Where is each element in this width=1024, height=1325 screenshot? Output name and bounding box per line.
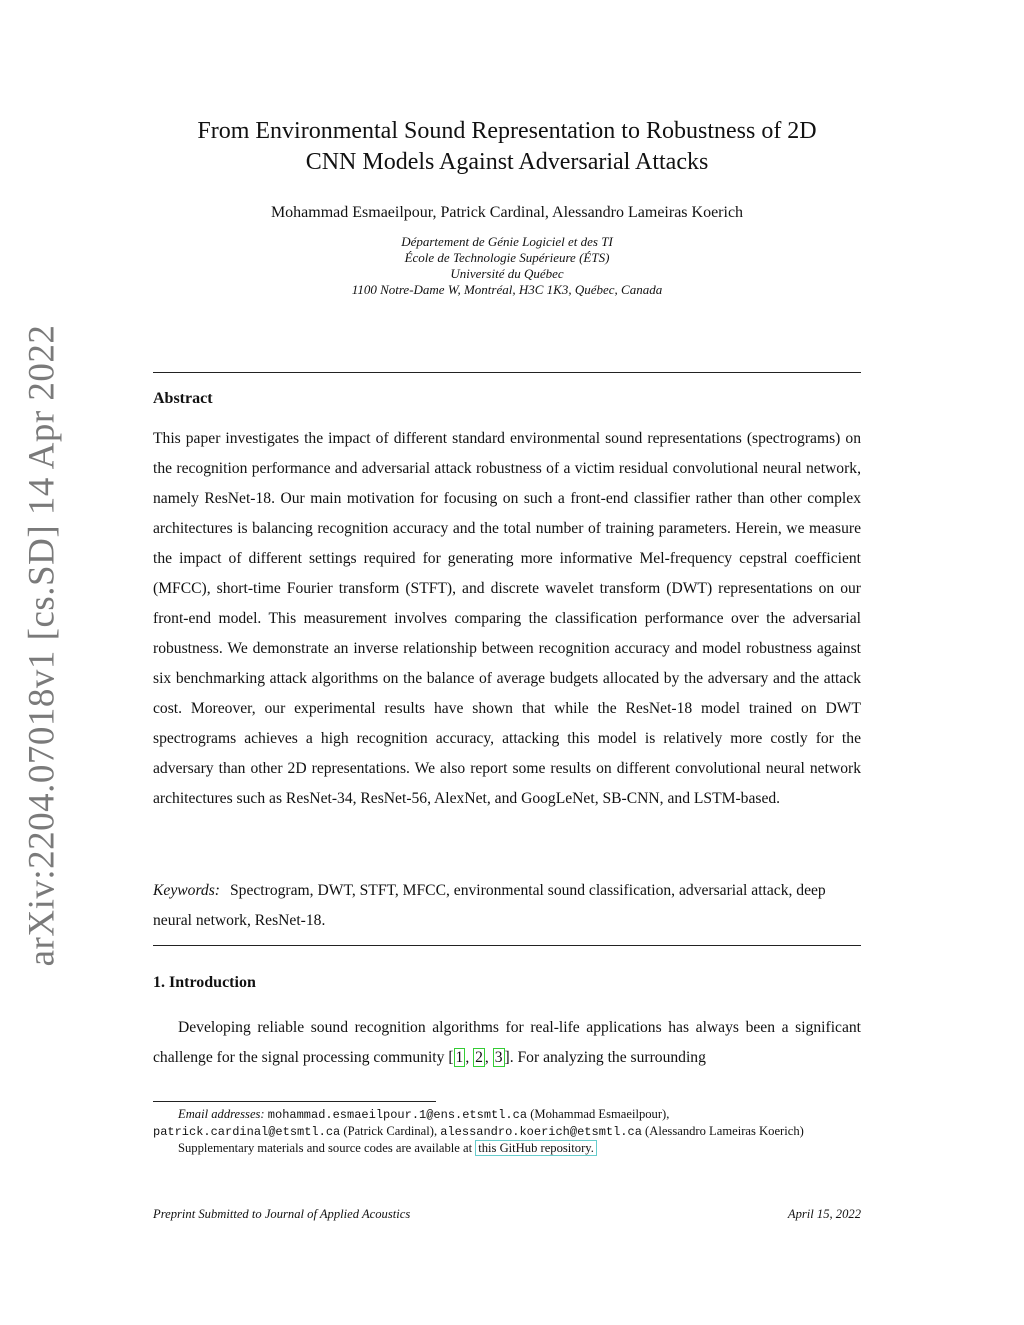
footer-journal: Preprint Submitted to Journal of Applied Acoustics (153, 1207, 411, 1221)
email-owner-3: (Alessandro Lameiras Koerich) (641, 1124, 804, 1138)
arxiv-side-stamp (12, 324, 72, 966)
affiliation-line-4: 1100 Notre-Dame W, Montréal, H3C 1K3, Québec, Canada (351, 282, 663, 297)
intro-text-start: Developing reliable sound recognition algorithms for real-life applications has always been a significant challenge for the signal processing community [ (153, 1019, 861, 1066)
citation-link-2[interactable]: 2 (475, 1049, 483, 1066)
email-link-2[interactable]: patrick.cardinal@etsmtl.ca (153, 1125, 341, 1139)
page-footer (153, 1207, 861, 1222)
author-list: Mohammad Esmaeilpour, Patrick Cardinal, Alessandro Lameiras Koerich (270, 204, 744, 221)
citation-link-1[interactable]: 1 (455, 1049, 464, 1066)
introduction-heading: 1. Introduction (153, 974, 256, 991)
footer-date: April 15, 2022 (787, 1207, 861, 1221)
affiliation-line-1: Département de Génie Logiciel et des TI (401, 234, 613, 249)
footnote-block (153, 1106, 861, 1156)
footnote-supplementary-line (153, 1140, 861, 1156)
abstract-top-rule (153, 372, 861, 373)
email-label: Email addresses: (178, 1107, 265, 1121)
affiliation-line-3: Université du Québec (450, 266, 564, 281)
email-link-3[interactable]: alessandro.koerich@etsmtl.ca (440, 1125, 642, 1139)
arxiv-identifier: arXiv:2204.07018v1 [cs.SD] 14 Apr 2022 (21, 324, 63, 966)
github-repository-link[interactable]: this GitHub repository. (475, 1140, 597, 1156)
abstract-text: This paper investigates the impact of different standard environmental sound representations (spectrograms) on the recognition performance and adversarial attack robustness of a victim residual convolutional neural network, namely ResNet-18. Our main motivation for focusing on such a front-end classifier rather than other complex architectures is balancing recognition accuracy and the total number of training parameters. Herein, we measure the impact of different settings required for generating more informative Mel-frequency cepstral coefficient (MFCC), short-time Fourier transform (STFT), and discrete wavelet transform (DWT) representations on our front-end model. This measurement involves comparing the classification performance over the adversarial robustness. We demonstrate an inverse relationship between recognition accuracy and model robustness against six benchmarking attack algorithms on the balance of average budgets allocated by the adversary and the attack cost. Moreover, our experimental results have shown that while the ResNet-18 model trained on DWT spectrograms achieves a high recognition accuracy, attacking this model is relatively more costly for the adversary than other 2D representations. We also report some results on different convolutional neural network architectures such as ResNet-34, ResNet-56, AlexNet, and GoogLeNet, SB-CNN, and LSTM-based. (153, 430, 861, 807)
abstract-heading: Abstract (153, 390, 213, 407)
title-line-1: From Environmental Sound Representation to Robustness of 2D (197, 118, 817, 144)
email-owner-2: (Patrick Cardinal), (340, 1124, 441, 1138)
footnote-email-line-1 (153, 1106, 861, 1123)
keywords-block (153, 876, 861, 936)
affiliation-line-2: École de Technologie Supérieure (ÉTS) (404, 250, 610, 265)
footnote-email-line-2 (153, 1123, 861, 1140)
abstract-bottom-rule (153, 945, 861, 946)
keywords-text: Spectrogram, DWT, STFT, MFCC, environmental sound classification, adversarial attack, deep neural network, ResNet-18. (153, 882, 826, 929)
title-line-2: CNN Models Against Adversarial Attacks (305, 149, 709, 175)
citation-separator: , (484, 1049, 493, 1066)
affiliation-block (140, 234, 874, 298)
introduction-text (153, 1013, 861, 1073)
keywords-label: Keywords: (153, 882, 220, 899)
citation-separator: , (465, 1049, 474, 1066)
paper-title (140, 116, 874, 178)
email-owner-1: (Mohammad Esmaeilpour), (527, 1107, 670, 1121)
email-link-1[interactable]: mohammad.esmaeilpour.1@ens.etsmtl.ca (267, 1108, 528, 1122)
citation-link-3[interactable]: 3 (494, 1049, 503, 1066)
intro-text-end: ]. For analyzing the surrounding (504, 1049, 706, 1066)
footnote-rule (153, 1101, 436, 1102)
supplementary-text: Supplementary materials and source codes are available at (178, 1141, 476, 1155)
